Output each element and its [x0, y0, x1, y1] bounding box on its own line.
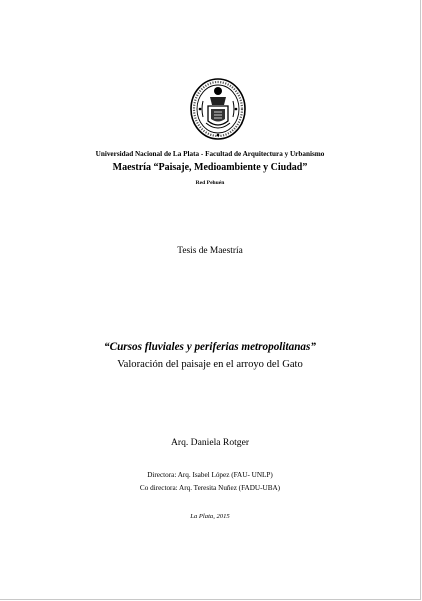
place-date: La Plata, 2015	[190, 513, 230, 520]
university-faculty-line: Universidad Nacional de La Plata - Facultad de Arquitectura y Urbanismo	[95, 150, 325, 158]
master-program-title: Maestría “Paisaje, Medioambiente y Ciudad”	[112, 162, 308, 173]
director-line: Directora: Arq. Isabel López (FAU- UNLP)	[147, 471, 273, 479]
thesis-subtitle: Valoración del paisaje en el arroyo del Gato	[117, 359, 303, 370]
network-name: Red Pehuén	[195, 180, 225, 186]
document-type: Tesis de Maestría	[177, 246, 243, 256]
author-name: Arq. Daniela Rotger	[170, 437, 250, 448]
university-seal-icon	[189, 77, 247, 141]
thesis-title: “Cursos fluviales y periferias metropolitanas”	[104, 341, 316, 353]
co-director-line: Co directora: Arq. Teresita Nuñez (FADU-UBA)	[139, 484, 281, 492]
